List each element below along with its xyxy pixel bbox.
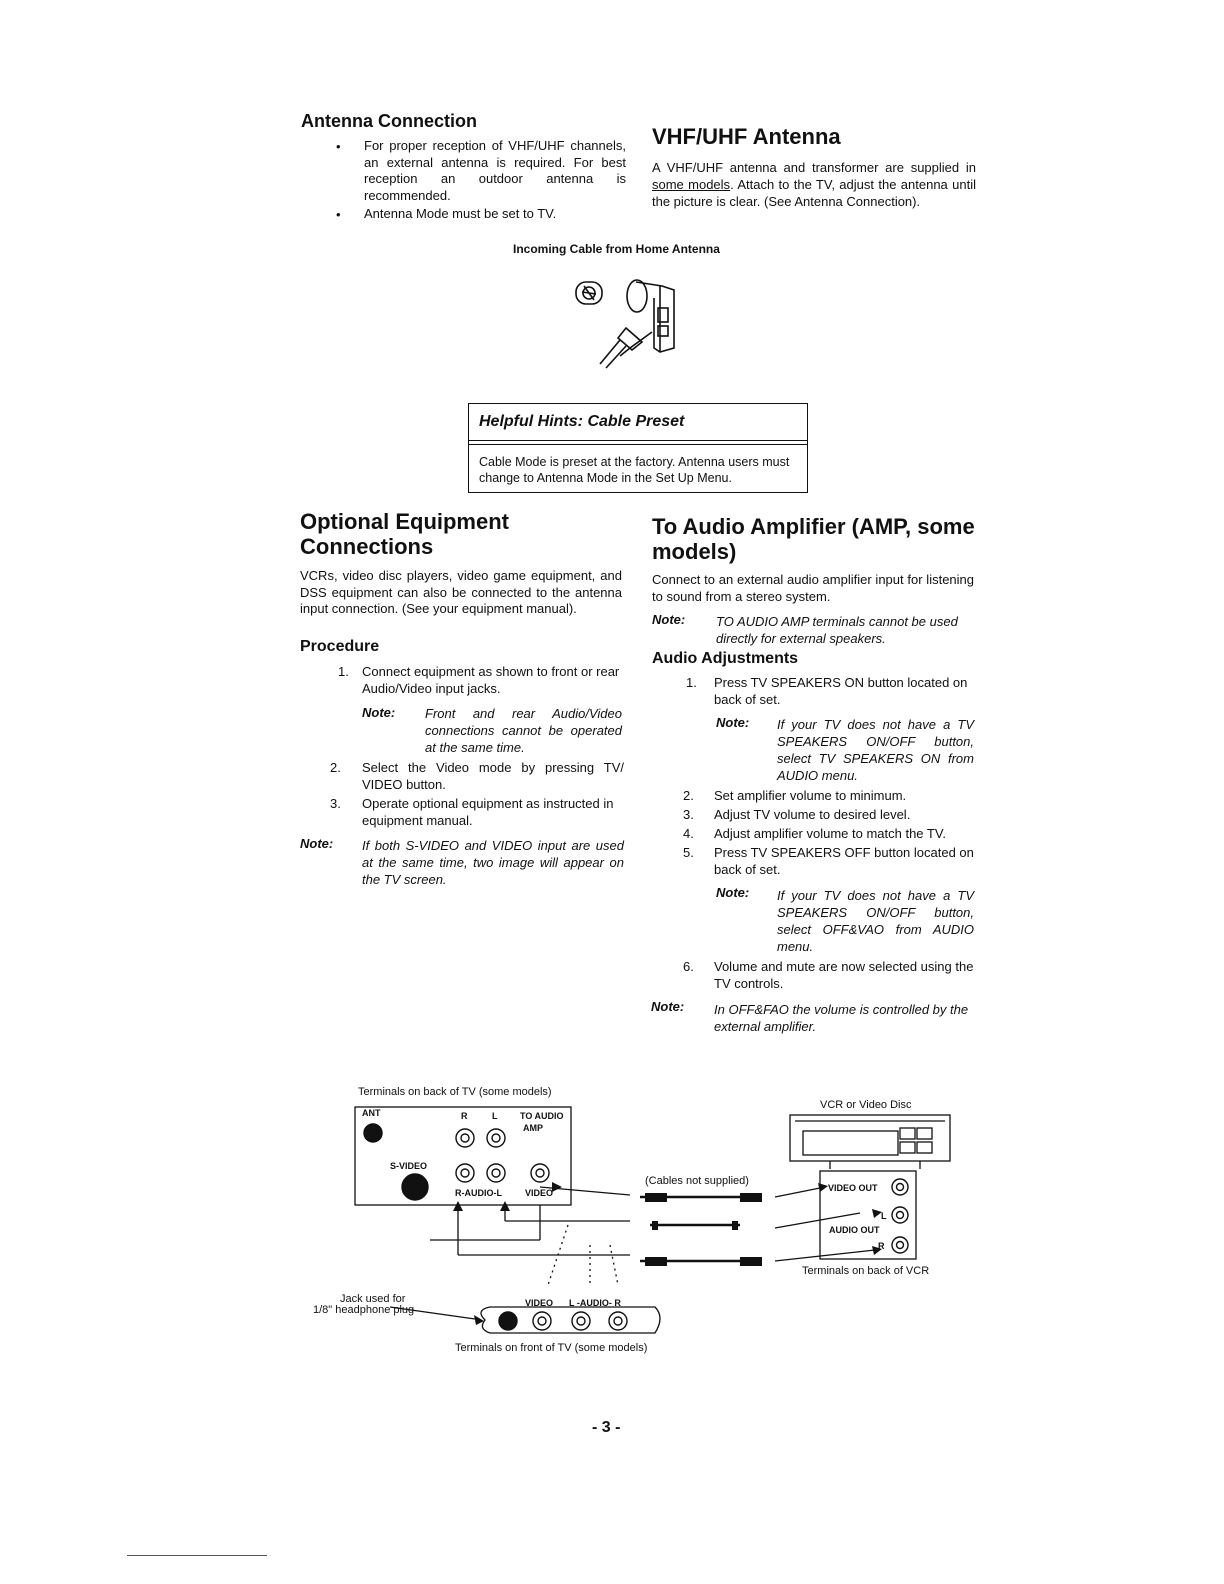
antenna-bullet-1: For proper reception of VHF/UHF channels, an external antenna is required. For best reception an outdoor antenna is recommended. (364, 138, 626, 203)
step-number: 5. (683, 845, 694, 860)
to-audio-label: TO AUDIO (520, 1111, 564, 1121)
cables-not-supplied-label: (Cables not supplied) (645, 1175, 749, 1187)
front-video-label: VIDEO (525, 1298, 554, 1308)
optional-equipment-note: If both S-VIDEO and VIDEO input are used at the same time, two image will appear on the TV screen. (362, 838, 624, 887)
vcr-caption: VCR or Video Disc (820, 1099, 912, 1111)
procedure-step-3: Operate optional equipment as instructed in equipment manual. (362, 796, 614, 828)
bullet-dot: • (336, 207, 341, 222)
hints-divider (469, 444, 807, 445)
antenna-connection-heading: Antenna Connection (301, 111, 477, 131)
note-label: Note: (300, 836, 334, 851)
amp-label: AMP (523, 1123, 543, 1133)
procedure-step-1: Connect equipment as shown to front or rear Audio/Video input jacks. (362, 664, 620, 696)
page-number: - 3 - (592, 1419, 621, 1436)
step-number: 3. (683, 807, 694, 822)
jack-label-line2: 1/8" headphone plug (313, 1304, 415, 1316)
audio-amplifier-note: TO AUDIO AMP terminals cannot be used directly for external speakers. (716, 614, 958, 646)
procedure-step-1-note: Front and rear Audio/Video connections cannot be operated at the same time. (425, 706, 622, 755)
helpful-hints-title: Helpful Hints: Cable Preset (479, 413, 685, 430)
helpful-hints-text: Cable Mode is preset at the factory. Antenna users must change to Antenna Mode in the Set Up Menu. (479, 455, 790, 485)
note-label: Note: (652, 612, 686, 627)
incoming-cable-caption: Incoming Cable from Home Antenna (513, 242, 720, 256)
back-terminals-caption: Terminals on back of TV (some models) (358, 1086, 552, 1098)
step-number: 2. (330, 760, 341, 775)
vcr-l-label: L (881, 1211, 887, 1221)
audio-step-1-note: If your TV does not have a TV SPEAKERS ON/OFF button, select TV SPEAKERS ON from AUDIO menu. (777, 717, 974, 783)
l-label: L (492, 1111, 498, 1121)
audio-step-3: Adjust TV volume to desired level. (714, 807, 911, 822)
front-audio-label: L -AUDIO- R (569, 1298, 621, 1308)
audio-step-5: Press TV SPEAKERS OFF button located on back of set. (714, 845, 974, 877)
antenna-transformer-illustration (570, 268, 690, 378)
audio-amplifier-intro: Connect to an external audio amplifier input for listening to sound from a stereo system. (652, 572, 974, 604)
some-models-link: some models (652, 177, 731, 192)
audio-step-6: Volume and mute are now selected using the TV controls. (714, 959, 974, 991)
optional-equipment-heading-line1: Optional Equipment (300, 509, 509, 534)
hints-divider (469, 440, 807, 441)
vhf-uhf-heading: VHF/UHF Antenna (652, 124, 841, 149)
step-number: 1. (686, 675, 697, 690)
audio-step-5-note: If your TV does not have a TV SPEAKERS ON/OFF button, select OFF&VAO from AUDIO menu. (777, 888, 974, 954)
procedure-step-2: Select the Video mode by pressing TV/ VIDEO button. (362, 760, 624, 792)
antenna-bullet-2: Antenna Mode must be set to TV. (364, 206, 557, 221)
step-number: 2. (683, 788, 694, 803)
note-label: Note: (651, 999, 685, 1014)
step-number: 1. (338, 664, 349, 679)
footnote-rule (127, 1555, 267, 1556)
video-out-label: VIDEO OUT (828, 1183, 878, 1193)
audio-out-label: AUDIO OUT (829, 1225, 880, 1235)
ant-label: ANT (362, 1108, 381, 1118)
front-terminals-caption: Terminals on front of TV (some models) (455, 1342, 648, 1354)
vhf-uhf-text-2: . Attach to the TV, adjust the antenna until the picture is clear. (See Antenna Connection). (652, 177, 976, 209)
audio-amplifier-final-note: In OFF&FAO the volume is controlled by the external amplifier. (714, 1002, 969, 1034)
note-label: Note: (716, 885, 750, 900)
r-label: R (461, 1111, 468, 1121)
r-audio-l-label: R-AUDIO-L (455, 1188, 502, 1198)
audio-step-1: Press TV SPEAKERS ON button located on back of set. (714, 675, 968, 707)
audio-step-4: Adjust amplifier volume to match the TV. (714, 826, 946, 841)
step-number: 4. (683, 826, 694, 841)
step-number: 6. (683, 959, 694, 974)
audio-amplifier-heading-line1: To Audio Amplifier (AMP, some (652, 514, 975, 539)
optional-equipment-heading-line2: Connections (300, 534, 434, 559)
video-label: VIDEO (525, 1188, 554, 1198)
note-label: Note: (362, 705, 396, 720)
s-video-label: S-VIDEO (390, 1161, 428, 1171)
vcr-terminals-caption: Terminals on back of VCR (802, 1265, 930, 1277)
vhf-uhf-text-1: A VHF/UHF antenna and transformer are supplied in (652, 160, 976, 175)
bullet-dot: • (336, 139, 341, 154)
jack-label-line1: Jack used for (340, 1293, 406, 1305)
vhf-uhf-paragraph (652, 159, 976, 210)
audio-adjustments-heading: Audio Adjustments (652, 650, 799, 667)
note-label: Note: (716, 715, 750, 730)
audio-step-2: Set amplifier volume to minimum. (714, 788, 907, 803)
optional-equipment-intro: VCRs, video disc players, video game equipment, and DSS equipment can also be connected to the antenna input connection. (See your equipment manual). (300, 568, 622, 616)
audio-amplifier-heading-line2: models) (652, 539, 737, 564)
vcr-r-label: R (878, 1241, 885, 1251)
procedure-heading: Procedure (300, 638, 380, 655)
helpful-hints-box (468, 403, 808, 493)
step-number: 3. (330, 796, 341, 811)
